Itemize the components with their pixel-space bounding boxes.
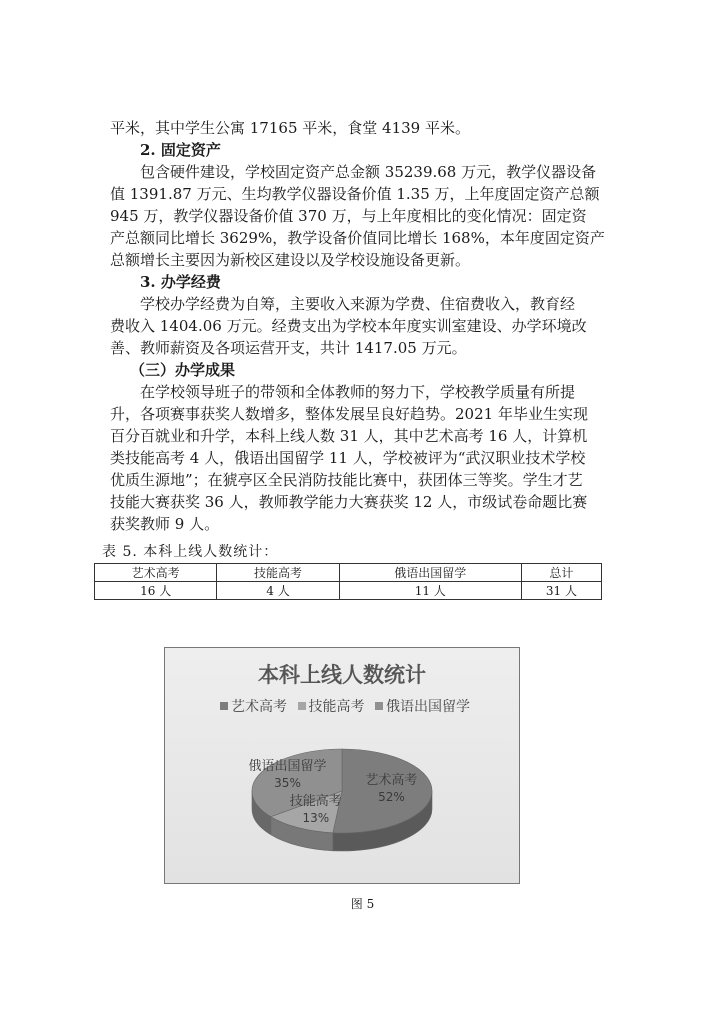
legend-label: 技能高考	[308, 699, 365, 715]
text-line: 百分百就业和升学，本科上线人数 31 人，其中艺术高考 16 人，计算机	[110, 427, 588, 445]
stats-table	[94, 563, 602, 600]
text-line: 包含硬件建设，学校固定资产总金额 35239.68 万元，教学仪器设备	[140, 163, 597, 181]
table-header-row	[95, 564, 602, 582]
text-line: 获奖教师 9 人。	[110, 515, 220, 533]
text-line: 平米，其中学生公寓 17165 平米，食堂 4139 平米。	[110, 119, 470, 137]
pie-chart	[164, 647, 520, 884]
pie-plot-area	[165, 648, 519, 883]
pie-percent-label: 13%	[302, 811, 330, 826]
text-line: 类技能高考 4 人，俄语出国留学 11 人，学校被评为“武汉职业技术学校	[110, 449, 586, 467]
pie-percent-label: 52%	[378, 790, 405, 805]
pie-category-label: 技能高考	[289, 794, 342, 810]
table-header-cell: 技能高考	[217, 564, 339, 582]
table-header-cell: 俄语出国留学	[339, 564, 521, 582]
table-cell: 16 人	[95, 582, 217, 600]
legend-label: 俄语出国留学	[385, 699, 470, 715]
text-line: 优质生源地”；在猇亭区全民消防技能比赛中，获团体三等奖。学生才艺	[110, 471, 583, 489]
text-line: 善、教师薪资及各项运营开支，共计 1417.05 万元。	[110, 339, 467, 357]
section-heading-fixed-assets: 2. 固定资产	[140, 141, 221, 159]
pie-percent-label: 35%	[274, 775, 301, 790]
text-line: 产总额同比增长 3629%，教学设备价值同比增长 168%，本年度固定资产	[110, 229, 605, 247]
section-heading-results: （三）办学成果	[130, 361, 236, 379]
figure-caption: 图 5	[350, 897, 375, 911]
chart-title: 本科上线人数统计	[258, 663, 426, 687]
text-line: 技能大赛获奖 36 人，教师教学能力大赛获奖 12 人，市级试卷命题比赛	[110, 493, 588, 511]
table-cell: 4 人	[217, 582, 339, 600]
legend-label: 艺术高考	[231, 699, 288, 715]
text-line: 费收入 1404.06 万元。经费支出为学校本年度实训室建设、办学环境改	[110, 317, 587, 335]
table-row	[95, 582, 602, 600]
text-line: 升，各项赛事获奖人数增多，整体发展呈良好趋势。2021 年毕业生实现	[110, 405, 588, 423]
table-header-cell: 总计	[521, 564, 601, 582]
text-line: 945 万，教学仪器设备价值 370 万，与上年度相比的变化情况：固定资	[110, 207, 587, 225]
table-cell: 11 人	[339, 582, 521, 600]
text-line: 学校办学经费为自筹，主要收入来源为学费、住宿费收入，教育经	[140, 295, 576, 313]
section-heading-funding: 3. 办学经费	[140, 273, 221, 291]
table-cell: 31 人	[521, 582, 601, 600]
table-header-cell: 艺术高考	[95, 564, 217, 582]
pie-category-label: 艺术高考	[365, 773, 418, 789]
text-line: 在学校领导班子的带领和全体教师的努力下，学校教学质量有所提	[140, 383, 576, 401]
text-line: 值 1391.87 万元、生均教学仪器设备价值 1.35 万，上年度固定资产总额	[110, 185, 600, 203]
text-line: 总额增长主要因为新校区建设以及学校设施设备更新。	[110, 251, 471, 269]
table-caption: 表 5. 本科上线人数统计：	[102, 544, 279, 560]
pie-category-label: 俄语出国留学	[248, 758, 327, 774]
